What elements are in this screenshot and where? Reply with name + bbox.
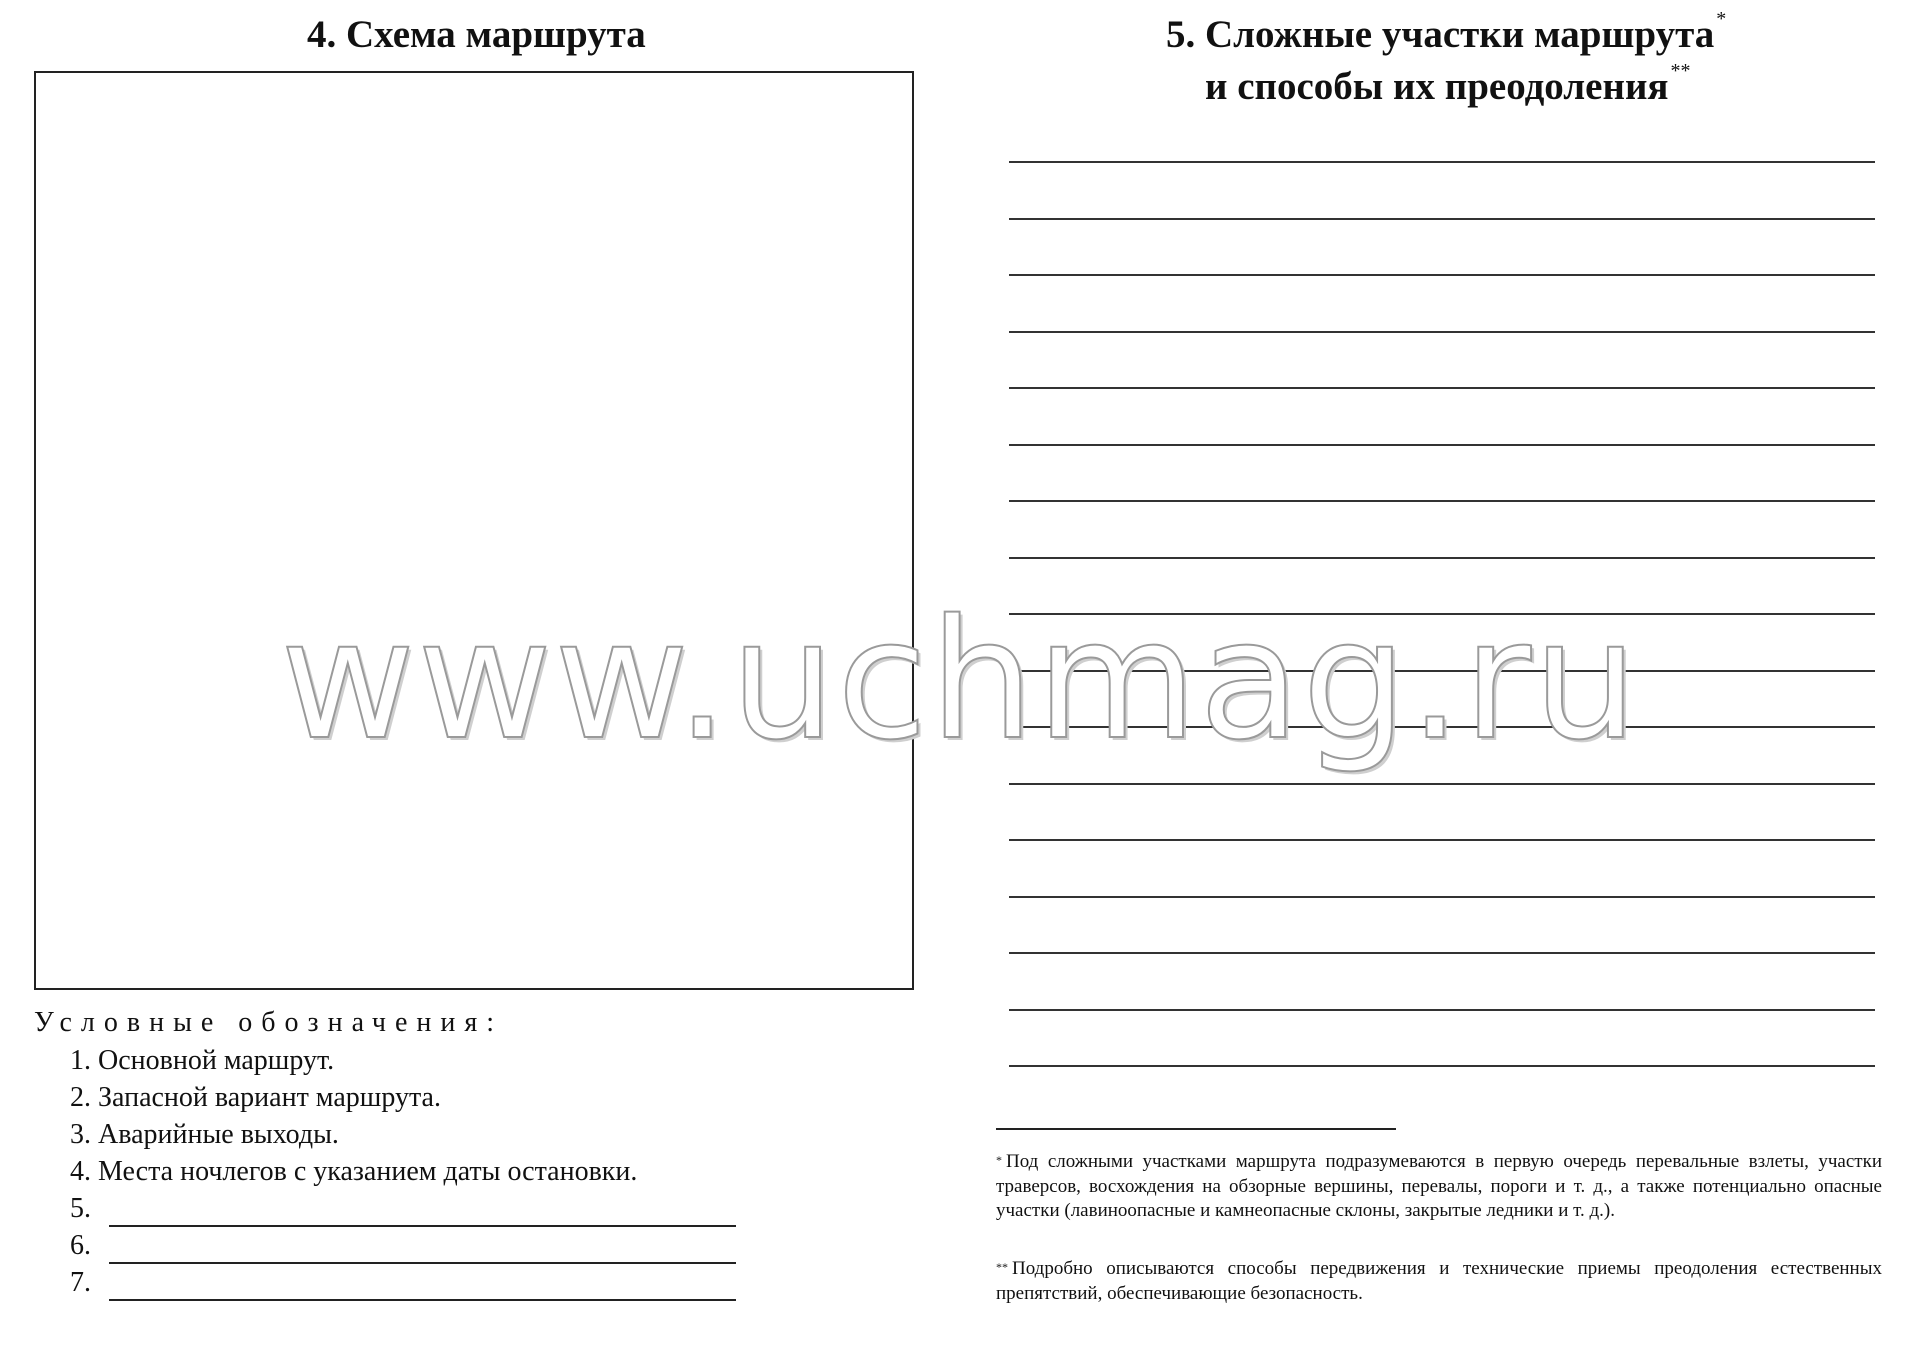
writing-line[interactable] [1009, 952, 1875, 954]
writing-line[interactable] [1009, 839, 1875, 841]
writing-line[interactable] [1009, 670, 1875, 672]
writing-line[interactable] [1009, 218, 1875, 220]
title-line-1: 5. Сложные участки маршрута [1166, 13, 1715, 56]
legend-blank-line[interactable] [109, 1199, 736, 1227]
legend-blank-number: 7. [70, 1267, 91, 1298]
legend-item: 1. Основной маршрут. [70, 1045, 335, 1076]
writing-line[interactable] [1009, 726, 1875, 728]
writing-line[interactable] [1009, 500, 1875, 502]
legend-item: 4. Места ночлегов с указанием даты остановки. [70, 1156, 638, 1187]
footnote-2 [996, 1257, 1882, 1306]
writing-line[interactable] [1009, 274, 1875, 276]
writing-line[interactable] [1009, 331, 1875, 333]
writing-line[interactable] [1009, 613, 1875, 615]
watermark: www.uchmag.ru [280, 584, 1640, 776]
legend-blank-line[interactable] [109, 1273, 736, 1301]
footnote-mark: ** [996, 1260, 1008, 1274]
writing-line[interactable] [1009, 1065, 1875, 1067]
legend-blank-number: 5. [70, 1193, 91, 1224]
footnote-text: Подробно описываются способы передвижения и технические приемы преодоления естественных препятствий, обеспечивающие безопасность. [996, 1258, 1882, 1304]
legend-blank-number: 6. [70, 1230, 91, 1261]
footnote-text: Под сложными участками маршрута подразумеваются в первую очередь перевальные взлеты, участки траверсов, восхождения на обзорные вершины, перевалы, пороги и т. д., а также потенциально опасные участки (лавиноопасные и камнеопасные склоны, закрытые ледники и т. д.). [996, 1151, 1882, 1221]
writing-line[interactable] [1009, 387, 1875, 389]
writing-line[interactable] [1009, 557, 1875, 559]
page-title-route-scheme: 4. Схема маршрута [307, 13, 646, 56]
title-line-2: и способы их преодоления [1205, 65, 1669, 108]
route-map-box [34, 71, 914, 990]
page-subtitle-overcoming [1205, 60, 1691, 108]
legend-blank-line[interactable] [109, 1236, 736, 1264]
footnote-ref-1: * [1716, 8, 1727, 30]
legend-item: 3. Аварийные выходы. [70, 1119, 339, 1150]
page-title-difficult-sections [1166, 8, 1727, 56]
writing-line[interactable] [1009, 896, 1875, 898]
writing-line[interactable] [1009, 444, 1875, 446]
writing-line[interactable] [1009, 783, 1875, 785]
footnote-1 [996, 1150, 1882, 1224]
writing-line[interactable] [1009, 161, 1875, 163]
legend-title: Условные обозначения: [34, 1007, 504, 1038]
legend-item: 2. Запасной вариант маршрута. [70, 1082, 441, 1113]
footnote-divider [996, 1128, 1396, 1130]
writing-line[interactable] [1009, 1009, 1875, 1011]
footnote-ref-2: ** [1670, 60, 1691, 82]
footnote-mark: * [996, 1153, 1002, 1167]
